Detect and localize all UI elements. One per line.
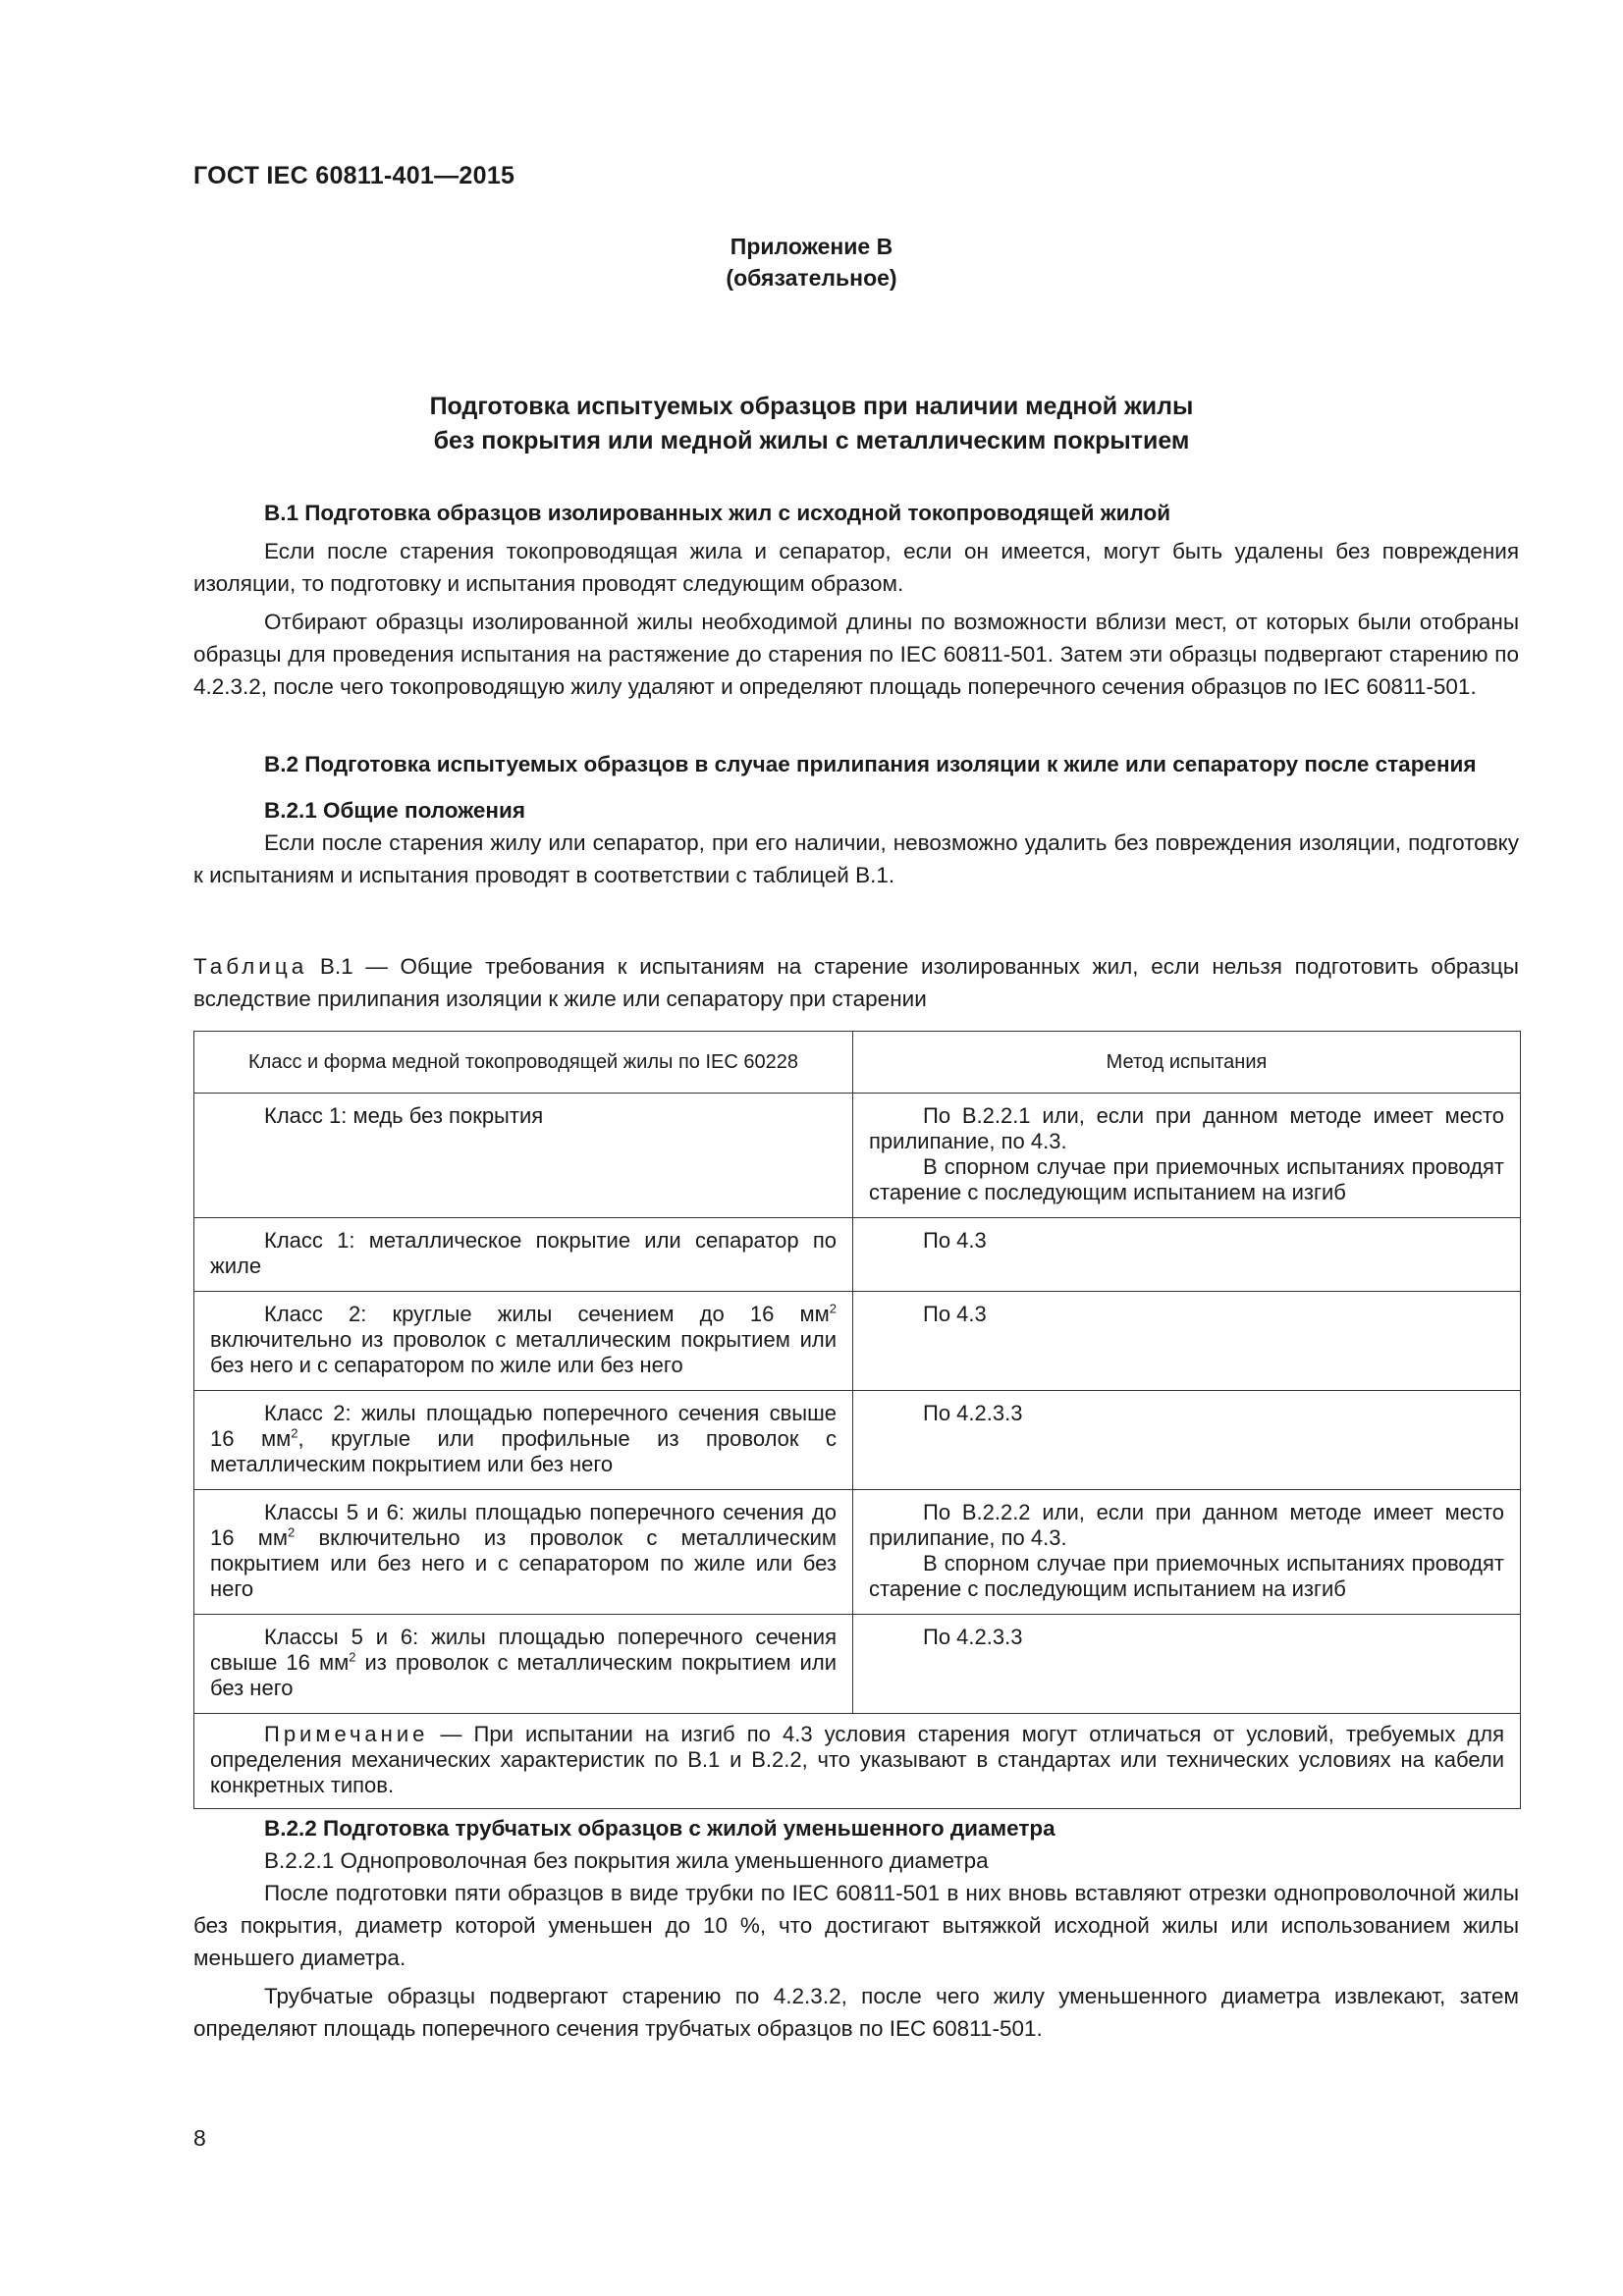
section-b22	[193, 1812, 1519, 2045]
section-b1-paragraph-1: Если после старения токопроводящая жила и сепаратор, если он имеется, могут быть удалены без повреждения изоляции, то подготовку и испытания проводят следующим образом.	[193, 539, 1519, 596]
table-cell-class: Класс 1: медь без покрытия	[194, 1094, 853, 1218]
section-b221-heading: В.2.2.1 Однопроволочная без покрытия жила уменьшенного диаметра	[264, 1848, 989, 1873]
table-caption-text: В.1 — Общие требования к испытаниям на старение изолированных жил, если нельзя подготовить образцы вследствие прилипания изоляции к жиле или сепаратору при старении	[193, 954, 1519, 1011]
section-b22-heading: В.2.2 Подготовка трубчатых образцов с жилой уменьшенного диаметра	[264, 1816, 1055, 1841]
table-cell-method: По 4.3	[853, 1218, 1521, 1292]
table-cell-method: По 4.2.3.3	[853, 1391, 1521, 1490]
table-caption	[193, 950, 1519, 1015]
section-b221-paragraph-1: После подготовки пяти образцов в виде трубки по IEC 60811-501 в них вновь вставляют отрезки однопроволочной жилы без покрытия, диаметр которой уменьшен до 10 %, что достигают вытяжкой исходной жилы или использованием жилы меньшего диаметра.	[193, 1881, 1519, 1970]
section-b221-paragraph-2: Трубчатые образцы подвергают старению по 4.2.3.2, после чего жилу уменьшенного диаметра извлекают, затем определяют площадь поперечного сечения трубчатых образцов по IEC 60811-501.	[193, 1984, 1519, 2041]
table-cell-method: По 4.3	[853, 1292, 1521, 1391]
table-caption-label: Таблица	[193, 954, 308, 979]
table-note	[194, 1714, 1521, 1809]
table-cell-class: Классы 5 и 6: жилы площадью поперечного сечения свыше 16 $мм^2$ из проволок с металлическим покрытием или без него	[194, 1615, 853, 1714]
table-row	[194, 1391, 1521, 1490]
table-row	[194, 1615, 1521, 1714]
table-row	[194, 1218, 1521, 1292]
appendix-title-line-1: Подготовка испытуемых образцов при наличии медной жилы	[429, 393, 1194, 420]
section-b2-heading: В.2 Подготовка испытуемых образцов в случае прилипания изоляции к жиле или сепаратору после старения	[264, 752, 1477, 776]
table-note-text: — При испытании на изгиб по 4.3 условия старения могут отличаться от условий, требуемых для определения механических характеристик по В.1 и В.2.2, что указывают в стандартах или технических условиях на кабели конкретных типов.	[210, 1722, 1504, 1797]
standard-header: ГОСТ IEC 60811-401—2015	[193, 162, 515, 189]
section-b2	[193, 748, 1519, 891]
section-b1-heading: В.1 Подготовка образцов изолированных жил с исходной токопроводящей жилой	[264, 501, 1171, 525]
table-cell-class: Класс 2: жилы площадью поперечного сечения свыше 16 $мм^2$, круглые или профильные из проволок с металлическим покрытием или без него	[194, 1391, 853, 1490]
table-cell-method: По В.2.2.2 или, если при данном методе имеет место прилипание, по 4.3. В спорном случае при приемочных испытаниях проводят старение с последующим испытанием на изгиб	[853, 1490, 1521, 1615]
table-note-label: Примечание	[264, 1722, 429, 1746]
column-header-class: Класс и форма медной токопроводящей жилы по IEC 60228	[194, 1032, 853, 1094]
section-b21-text: Если после старения жилу или сепаратор, при его наличии, невозможно удалить без повреждения изоляции, подготовку к испытаниям и испытания проводят в соответствии с таблицей В.1.	[193, 830, 1519, 887]
column-header-method: Метод испытания	[853, 1032, 1521, 1094]
section-b1-paragraph-2: Отбирают образцы изолированной жилы необходимой длины по возможности вблизи мест, от которых были отобраны образцы для проведения испытания на растяжение до старения по IEC 60811-501. Затем эти образцы подвергают старению по 4.2.3.2, после чего токопроводящую жилу удаляют и определяют площадь поперечного сечения образцов по IEC 60811-501.	[193, 610, 1519, 699]
table-header-row	[194, 1032, 1521, 1094]
appendix-label: Приложение В	[730, 234, 893, 259]
table-cell-method: По В.2.2.1 или, если при данном методе имеет место прилипание, по 4.3. В спорном случае при приемочных испытаниях проводят старение с последующим испытанием на изгиб	[853, 1094, 1521, 1218]
appendix-status: (обязательное)	[726, 265, 897, 291]
section-b21-heading: В.2.1 Общие положения	[264, 798, 525, 823]
table-note-row	[194, 1714, 1521, 1809]
section-b1	[193, 497, 1519, 703]
table-row	[194, 1094, 1521, 1218]
appendix-title-line-2: без покрытия или медной жилы с металлическим покрытием	[433, 427, 1190, 454]
table-row	[194, 1490, 1521, 1615]
table-cell-class: Класс 2: круглые жилы сечением до 16 $мм^2$ включительно из проволок с металлическим покрытием или без него и с сепаратором по жиле или без него	[194, 1292, 853, 1391]
page-number: 8	[193, 2125, 206, 2151]
table-cell-class: Класс 1: металлическое покрытие или сепаратор по жиле	[194, 1218, 853, 1292]
requirements-table	[193, 1031, 1521, 1809]
table-cell-method: По 4.2.3.3	[853, 1615, 1521, 1714]
table-cell-class: Классы 5 и 6: жилы площадью поперечного сечения до 16 $мм^2$ включительно из проволок с металлическим покрытием или без него и с сепаратором по жиле или без него	[194, 1490, 853, 1615]
table-row	[194, 1292, 1521, 1391]
